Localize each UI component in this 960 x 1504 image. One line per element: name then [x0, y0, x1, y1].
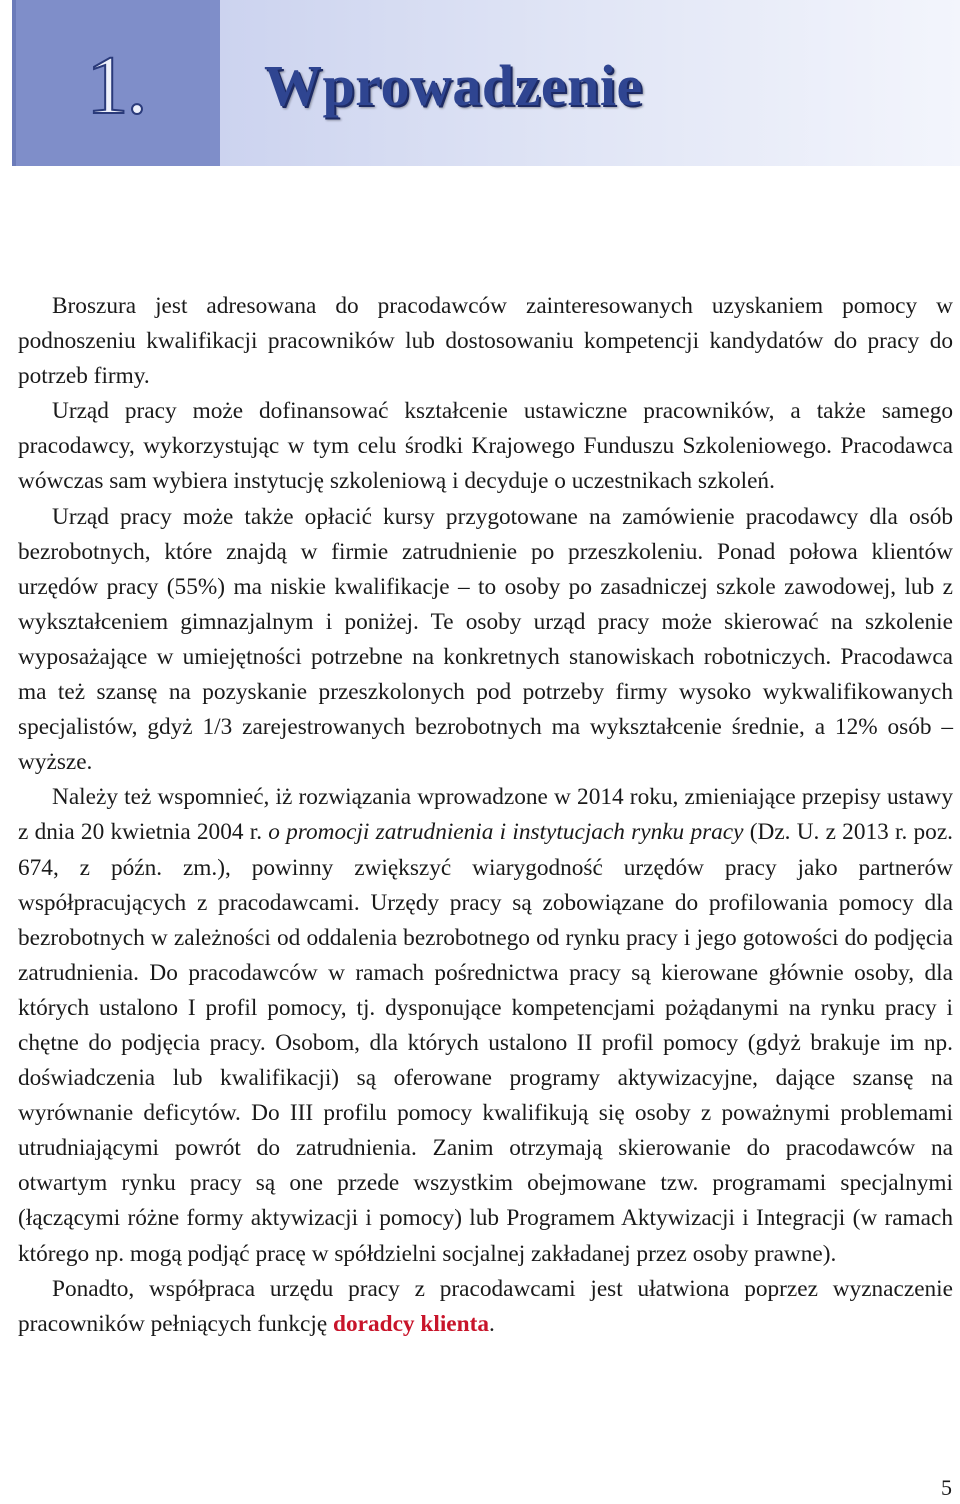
- act-title: o promocji zatrudnienia i instytucjach rynku pracy: [268, 819, 744, 846]
- paragraph-5-text-b: .: [489, 1310, 495, 1337]
- paragraph-5-text-a: Ponadto, współpraca urzędu pracy z pracodawcami jest ułatwiona poprzez wyznaczenie pracowników pełniących funkcję: [18, 1275, 953, 1337]
- paragraph-2: Urząd pracy może dofinansować kształcenie ustawiczne pracowników, a także samego pracodawcy, wykorzystując w tym celu środki Krajowego Funduszu Szkoleniowego. Pracodawca wówczas sam wybiera instytucję szkoleniową i decyduje o uczestnikach szkoleń.: [18, 398, 953, 495]
- chapter-header: [12, 0, 960, 166]
- paragraph-3: Urząd pracy może także opłacić kursy przygotowane na zamówienie pracodawcy dla osób bezrobotnych, które znajdą w firmie zatrudnienie po przeszkoleniu. Ponad połowa klientów urzędów pracy (55%) ma niskie kwalifikacje – to osoby po zasadniczej szkole zawodowej, lub z wykształceniem gimnazjalnym i poniżej. Te osoby urząd pracy może skierować na szkolenie wyposażające w umiejętności potrzebne na konkretnych stanowiskach robotniczych. Pracodawca ma też szansę na pozyskanie przeszkolonych pod potrzeby firmy wysoko wykwalifikowanych specjalistów, gdyż 1/3 zarejestrowanych bezrobotnych ma wykształcenie średnie, a 12% osób – wyższe.: [18, 503, 953, 776]
- chapter-number: 1.: [86, 39, 146, 132]
- body-text: [18, 289, 953, 1342]
- paragraph-4: [18, 780, 953, 1271]
- chapter-title-block: [220, 0, 960, 166]
- page-number: 5: [941, 1475, 952, 1500]
- paragraph-1: Broszura jest adresowana do pracodawców zainteresowanych uzyskaniem pomocy w podnoszeniu kwalifikacji pracowników lub dostosowaniu kompetencji kandydatów do pracy do potrzeb firmy.: [18, 293, 953, 390]
- paragraph-4-text-b: (Dz. U. z 2013 r. poz. 674, z późn. zm.), powinny zwiększyć wiarygodność urzędów pracy jako partnerów współpracujących z pracodawcami. Urzędy pracy są zobowiązane do profilowania pomocy dla bezrobotnych w zależności od oddalenia bezrobotnego od rynku pracy i jego gotowości do podjęcia zatrudnienia. Do pracodawców w ramach pośrednictwa pracy są kierowane głównie osoby, dla których ustalono I profil pomocy, tj. dysponujące kompetencjami pożądanymi na rynku pracy i chętne do podjęcia pracy. Osobom, dla których ustalono II profil pomocy (gdyż brakuje im np. doświadczenia lub kwalifikacji) są oferowane programy aktywizacyjne, dające szansę na wyrównanie deficytów. Do III profilu pomocy kwalifikują się osoby z poważnymi problemami utrudniającymi powrót do zatrudnienia. Zanim otrzymają skierowanie do pracodawców na otwartym rynku pracy są one przede wszystkim obejmowane tzw. programami specjalnymi (łączącymi różne formy aktywizacji i pomocy) lub Programem Aktywizacji i Integracji (w ramach którego np. mogą podjąć pracę w spółdzielni socjalnej zakładanej przez osoby prawne).: [18, 819, 953, 1267]
- paragraph-5: [18, 1272, 953, 1342]
- paragraph-4-text-a: Należy też wspomnieć, iż rozwiązania wprowadzone w 2014 roku, zmieniające przepisy ustawy z dnia 20 kwietnia 2004 r.: [18, 784, 953, 846]
- chapter-number-block: [12, 0, 220, 166]
- chapter-title: Wprowadzenie: [264, 52, 643, 118]
- highlight-term: doradcy klienta: [333, 1310, 489, 1337]
